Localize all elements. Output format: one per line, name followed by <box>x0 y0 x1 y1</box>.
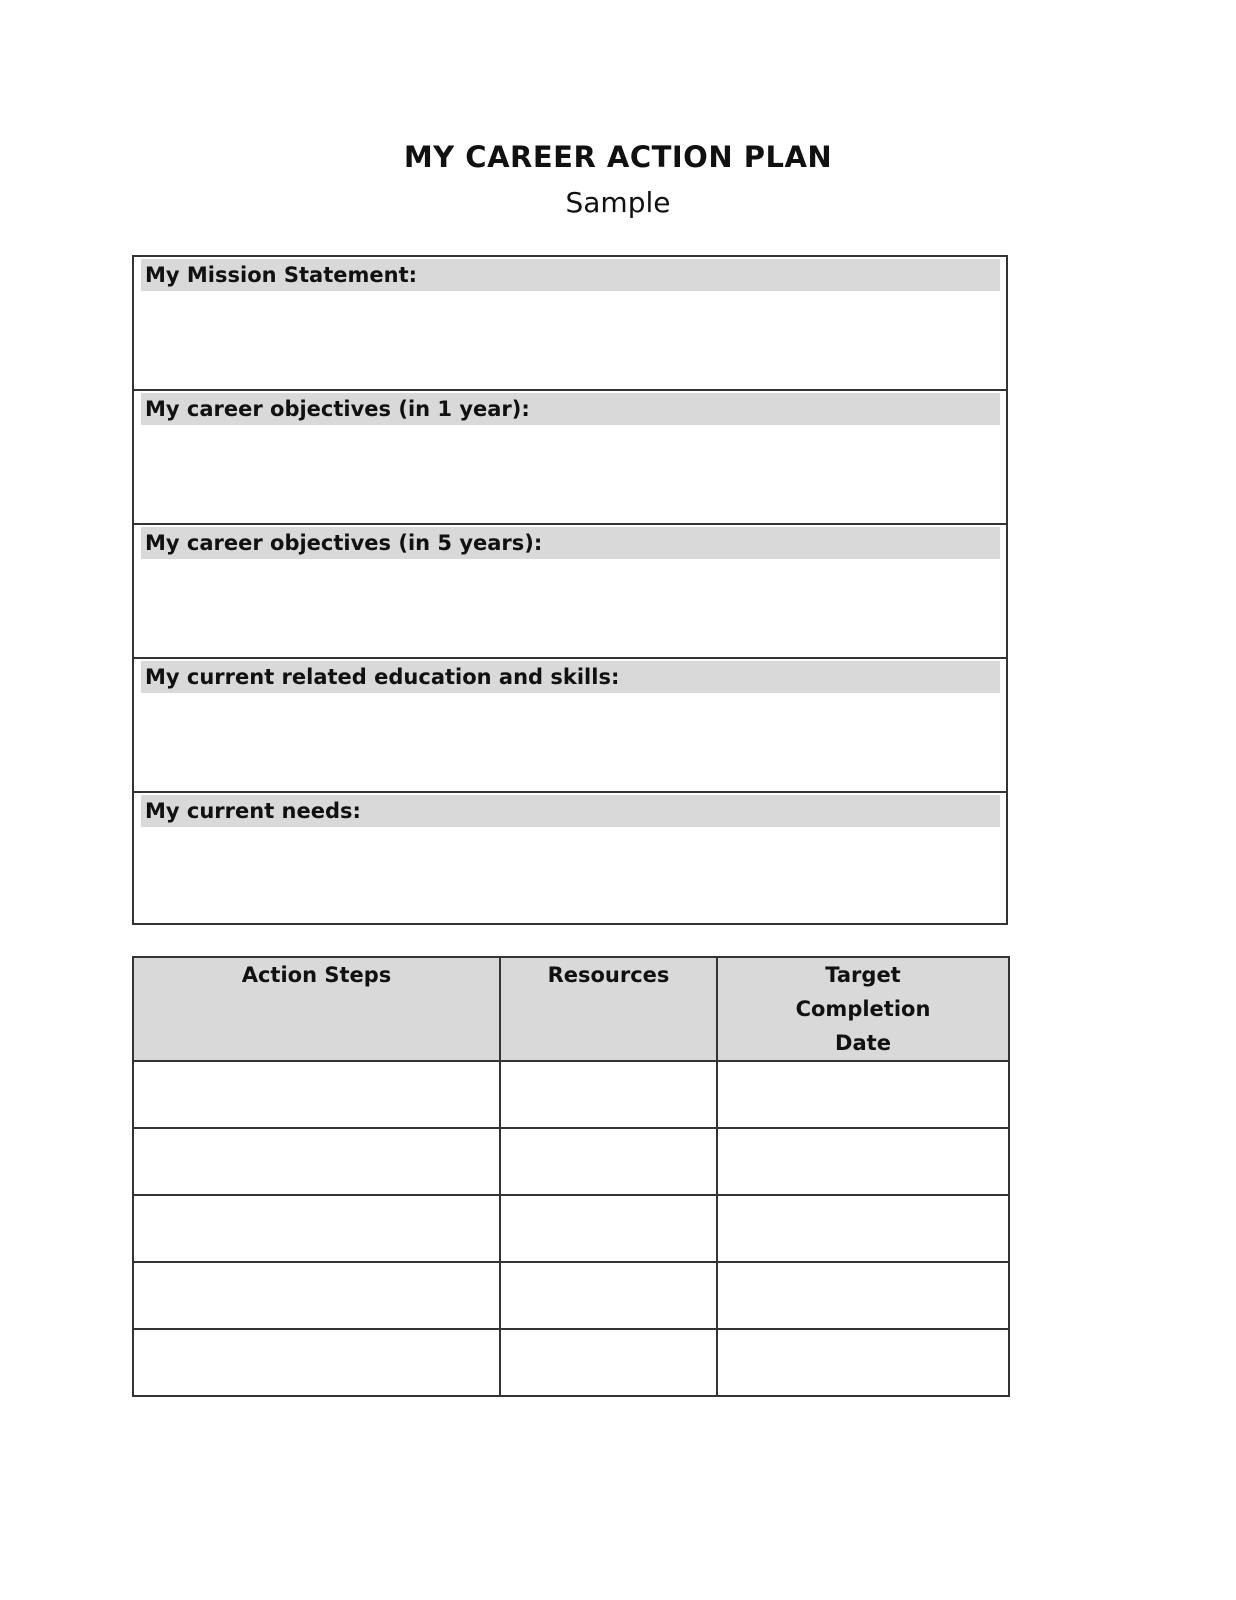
section-objectives-5-years <box>134 525 1006 659</box>
page-title: MY CAREER ACTION PLAN <box>403 140 833 174</box>
column-header-resources: Resources <box>500 957 717 1061</box>
action-step-cell[interactable] <box>133 1128 500 1195</box>
section-objectives-1-year <box>134 391 1006 525</box>
section-label: My career objectives (in 5 years): <box>141 527 1000 559</box>
resources-cell[interactable] <box>500 1128 717 1195</box>
target-date-cell[interactable] <box>717 1262 1009 1329</box>
current-needs-field[interactable] <box>141 827 1000 923</box>
objectives-5-years-field[interactable] <box>141 559 1000 655</box>
table-row <box>133 1061 1009 1128</box>
action-step-cell[interactable] <box>133 1195 500 1262</box>
page-subtitle: Sample <box>565 186 671 219</box>
objectives-1-year-field[interactable] <box>141 425 1000 521</box>
action-step-cell[interactable] <box>133 1061 500 1128</box>
column-header-action-steps: Action Steps <box>133 957 500 1061</box>
section-label: My Mission Statement: <box>141 259 1000 291</box>
action-steps-table <box>132 956 1010 1397</box>
target-date-cell[interactable] <box>717 1195 1009 1262</box>
section-mission-statement <box>134 257 1006 391</box>
section-label: My current related education and skills: <box>141 661 1000 693</box>
action-step-cell[interactable] <box>133 1262 500 1329</box>
education-skills-field[interactable] <box>141 693 1000 789</box>
resources-cell[interactable] <box>500 1061 717 1128</box>
table-row <box>133 1262 1009 1329</box>
resources-cell[interactable] <box>500 1262 717 1329</box>
column-header-target-completion-date: Target Completion Date <box>717 957 1009 1061</box>
plan-sections <box>132 255 1008 925</box>
action-step-cell[interactable] <box>133 1329 500 1396</box>
target-date-cell[interactable] <box>717 1128 1009 1195</box>
table-row <box>133 1195 1009 1262</box>
section-education-skills <box>134 659 1006 793</box>
target-date-cell[interactable] <box>717 1061 1009 1128</box>
target-date-cell[interactable] <box>717 1329 1009 1396</box>
table-header-row <box>133 957 1009 1061</box>
mission-statement-field[interactable] <box>141 291 1000 387</box>
section-current-needs <box>134 793 1006 923</box>
section-label: My current needs: <box>141 795 1000 827</box>
table-row <box>133 1329 1009 1396</box>
section-label: My career objectives (in 1 year): <box>141 393 1000 425</box>
resources-cell[interactable] <box>500 1195 717 1262</box>
resources-cell[interactable] <box>500 1329 717 1396</box>
table-row <box>133 1128 1009 1195</box>
